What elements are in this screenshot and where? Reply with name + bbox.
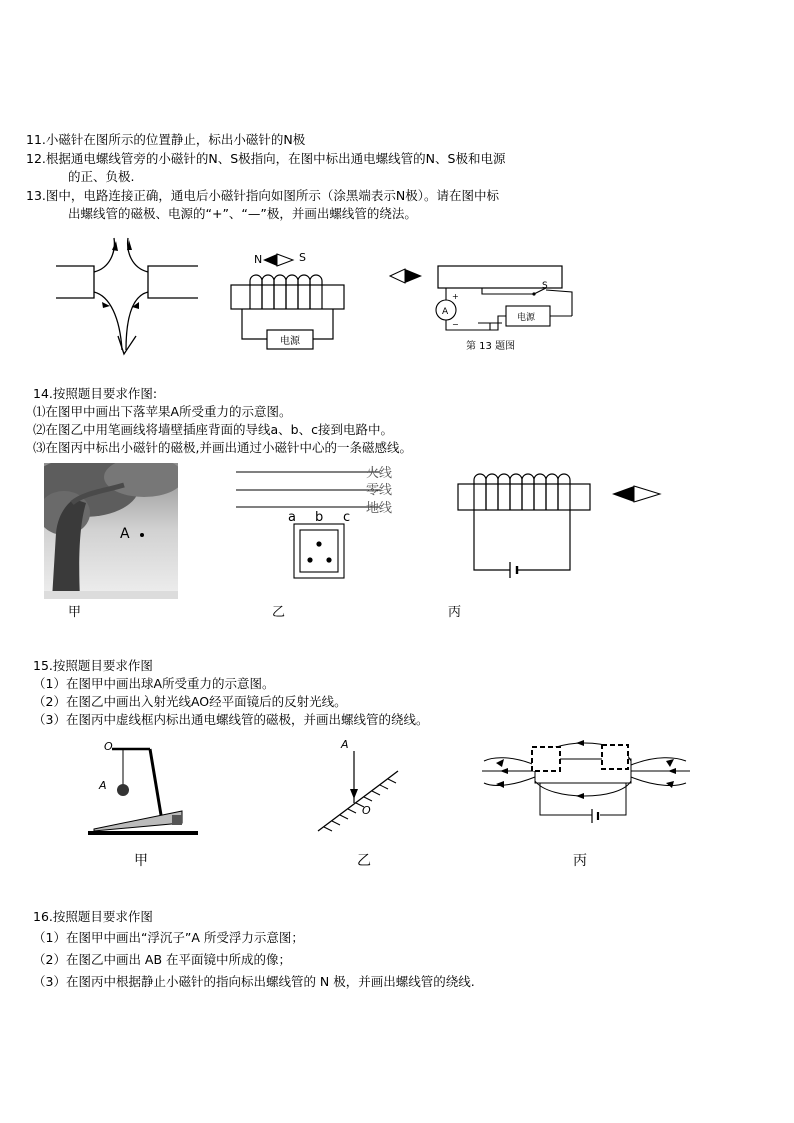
label-neutral-wire: 零线 (366, 483, 393, 498)
power-supply-label: 电源 (280, 336, 300, 347)
figure-14-caption-jia: 甲 (68, 605, 82, 620)
svg-text:−: − (452, 320, 459, 329)
question-15-item3: （3）在图丙中虚线框内标出通电螺线管的磁极，并画出螺线管的绕线。 (33, 712, 429, 727)
point-a-label: A (120, 526, 130, 542)
label-c: c (343, 510, 351, 525)
dashed-box-right (602, 745, 628, 769)
label-b: b (315, 510, 324, 525)
label-a-ray: A (341, 738, 349, 751)
question-15-item2: （2）在图乙中画出入射光线AO经平面镜后的反射光线。 (33, 694, 347, 709)
label-live-wire: 火线 (366, 466, 393, 481)
question-15-item1: （1）在图甲中画出球A所受重力的示意图。 (33, 676, 275, 691)
apple-point (140, 533, 144, 537)
figure-14-tree-photo (44, 463, 178, 599)
figure-13-caption: 第 13 题图 (466, 341, 516, 352)
figure-12-solenoid (225, 247, 355, 357)
question-12-line2: 的正、负极. (68, 169, 135, 184)
question-13-line2: 出螺线管的磁极、电源的“+”、“—”极，并画出螺线管的绕法。 (68, 206, 417, 221)
question-14-item2: ⑵在图乙中用笔画线将墙壁插座背面的导线a、b、c接到电路中。 (33, 422, 393, 437)
question-15-title: 15.按照题目要求作图 (33, 658, 153, 673)
question-13-line1: 13.图中，电路连接正确，通电后小磁针指向如图所示（涂黑端表示N极）。请在图中标 (26, 188, 499, 203)
svg-text:A: A (442, 307, 449, 317)
figure-11-magnets (50, 232, 200, 362)
label-a: a (288, 510, 296, 525)
question-16-item1: （1）在图甲中画出“浮沉子”A 所受浮力示意图； (33, 930, 304, 945)
question-16-item3: （3）在图丙中根据静止小磁针的指向标出螺线管的 N 极，并画出螺线管的绕线. (33, 974, 475, 989)
label-n: N (254, 253, 263, 266)
figure-15-caption-jia: 甲 (134, 853, 148, 869)
figure-14-socket (230, 460, 440, 585)
question-14-title: 14.按照题目要求作图: (33, 386, 158, 401)
label-o-mirror: O (362, 804, 371, 817)
figure-14-caption-yi: 乙 (272, 605, 286, 620)
label-o: O (104, 740, 113, 753)
figure-15-mirror (312, 735, 412, 835)
question-14-item1: ⑴在图甲中画出下落苹果A所受重力的示意图。 (33, 404, 292, 419)
solenoid-core (231, 285, 344, 309)
figure-15-caption-yi: 乙 (357, 853, 371, 869)
question-11: 11.小磁针在图所示的位置静止，标出小磁针的N极 (26, 132, 306, 147)
figure-14-solenoid (448, 466, 668, 581)
svg-text:电源: 电源 (517, 313, 536, 323)
svg-text:S: S (542, 281, 548, 291)
figure-13-circuit (386, 260, 576, 360)
question-16-item2: （2）在图乙中画出 AB 在平面镜中所成的像； (33, 952, 292, 967)
svg-text:+: + (452, 292, 459, 301)
question-14-item3: ⑶在图丙中标出小磁针的磁极,并画出通过小磁针中心的一条磁感线。 (33, 440, 412, 455)
label-a-ball: A (99, 779, 107, 792)
dashed-box-left (532, 747, 560, 771)
needle-south-half (277, 254, 293, 266)
figure-15-field-lines (480, 735, 695, 835)
label-ground-wire: 地线 (366, 501, 393, 516)
label-s: S (299, 251, 306, 264)
figure-15-caption-bing: 丙 (573, 853, 587, 869)
figure-14-caption-bing: 丙 (448, 605, 462, 620)
question-16-title: 16.按照题目要求作图 (33, 909, 153, 924)
needle-north-half (263, 254, 277, 266)
question-12-line1: 12.根据通电螺线管旁的小磁针的N、S极指向，在图中标出通电螺线管的N、S极和电源 (26, 151, 506, 166)
